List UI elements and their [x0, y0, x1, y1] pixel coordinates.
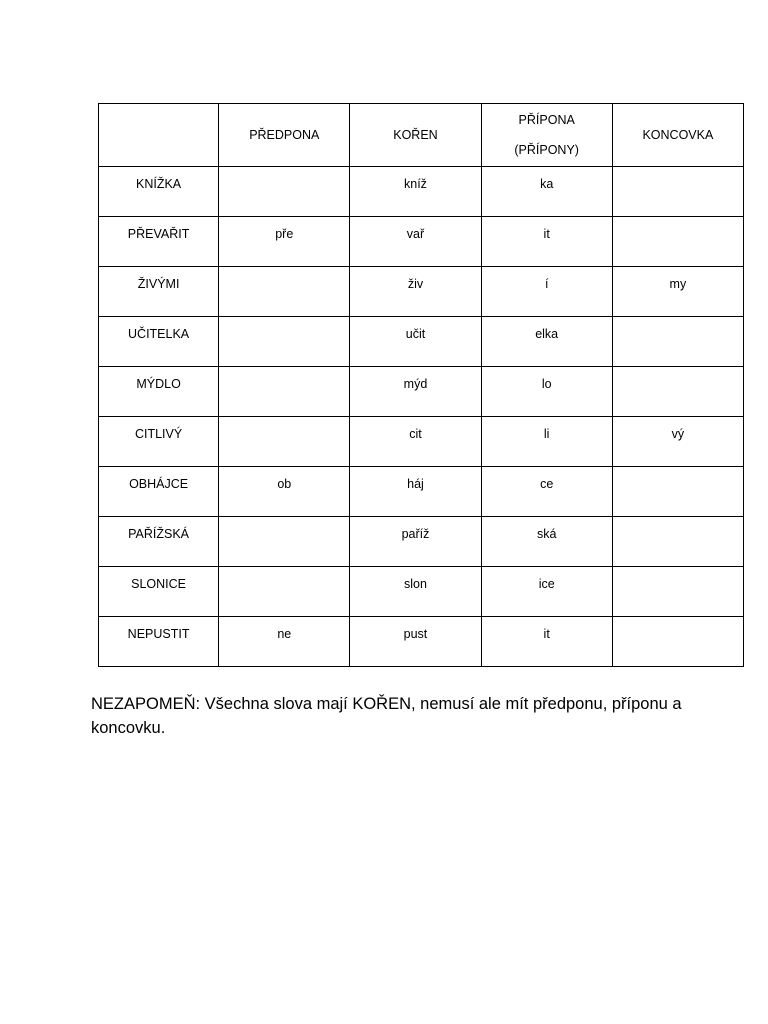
- prefix-cell: [219, 417, 350, 467]
- table-row: [99, 167, 744, 217]
- word-cell: KNÍŽKA: [99, 167, 219, 217]
- root-cell: vař: [350, 217, 481, 267]
- word-cell: OBHÁJCE: [99, 467, 219, 517]
- word-cell: SLONICE: [99, 567, 219, 617]
- suffix-cell: it: [481, 617, 612, 667]
- suffix-cell: ka: [481, 167, 612, 217]
- prefix-cell: pře: [219, 217, 350, 267]
- root-cell: mýd: [350, 367, 481, 417]
- root-cell: cit: [350, 417, 481, 467]
- table-row: [99, 567, 744, 617]
- prefix-cell: [219, 267, 350, 317]
- word-cell: PŘEVAŘIT: [99, 217, 219, 267]
- table-row: [99, 367, 744, 417]
- table-row: [99, 417, 744, 467]
- reminder-note: NEZAPOMEŇ: Všechna slova mají KOŘEN, nemusí ale mít předponu, příponu a koncovku.: [91, 695, 682, 737]
- header-suffix-line2: (PŘÍPONY): [514, 143, 579, 157]
- table-body: [99, 167, 744, 667]
- word-cell: CITLIVÝ: [99, 417, 219, 467]
- prefix-cell: [219, 367, 350, 417]
- word-cell: PAŘÍŽSKÁ: [99, 517, 219, 567]
- prefix-cell: [219, 317, 350, 367]
- root-cell: paříž: [350, 517, 481, 567]
- ending-cell: [612, 367, 743, 417]
- ending-cell: [612, 317, 743, 367]
- root-cell: pust: [350, 617, 481, 667]
- prefix-cell: ne: [219, 617, 350, 667]
- ending-cell: my: [612, 267, 743, 317]
- header-prefix: PŘEDPONA: [219, 104, 350, 167]
- suffix-cell: í: [481, 267, 612, 317]
- table-row: [99, 267, 744, 317]
- root-cell: háj: [350, 467, 481, 517]
- suffix-cell: ská: [481, 517, 612, 567]
- morphology-table: [98, 103, 744, 667]
- prefix-cell: ob: [219, 467, 350, 517]
- word-cell: UČITELKA: [99, 317, 219, 367]
- header-suffix: [481, 104, 612, 167]
- word-cell: MÝDLO: [99, 367, 219, 417]
- word-cell: NEPUSTIT: [99, 617, 219, 667]
- header-ending: KONCOVKA: [612, 104, 743, 167]
- ending-cell: vý: [612, 417, 743, 467]
- prefix-cell: [219, 167, 350, 217]
- suffix-cell: ce: [481, 467, 612, 517]
- prefix-cell: [219, 567, 350, 617]
- root-cell: učit: [350, 317, 481, 367]
- header-empty-cell: [99, 104, 219, 167]
- ending-cell: [612, 517, 743, 567]
- suffix-cell: lo: [481, 367, 612, 417]
- header-suffix-line1: PŘÍPONA: [518, 113, 575, 127]
- suffix-cell: ice: [481, 567, 612, 617]
- ending-cell: [612, 217, 743, 267]
- suffix-cell: it: [481, 217, 612, 267]
- table-row: [99, 217, 744, 267]
- word-cell: ŽIVÝMI: [99, 267, 219, 317]
- prefix-cell: [219, 517, 350, 567]
- ending-cell: [612, 167, 743, 217]
- ending-cell: [612, 567, 743, 617]
- table-row: [99, 317, 744, 367]
- suffix-cell: elka: [481, 317, 612, 367]
- root-cell: kníž: [350, 167, 481, 217]
- ending-cell: [612, 617, 743, 667]
- table-header-row: [99, 104, 744, 167]
- table-row: [99, 517, 744, 567]
- ending-cell: [612, 467, 743, 517]
- table-row: [99, 617, 744, 667]
- header-root: KOŘEN: [350, 104, 481, 167]
- root-cell: slon: [350, 567, 481, 617]
- table-row: [99, 467, 744, 517]
- suffix-cell: li: [481, 417, 612, 467]
- root-cell: živ: [350, 267, 481, 317]
